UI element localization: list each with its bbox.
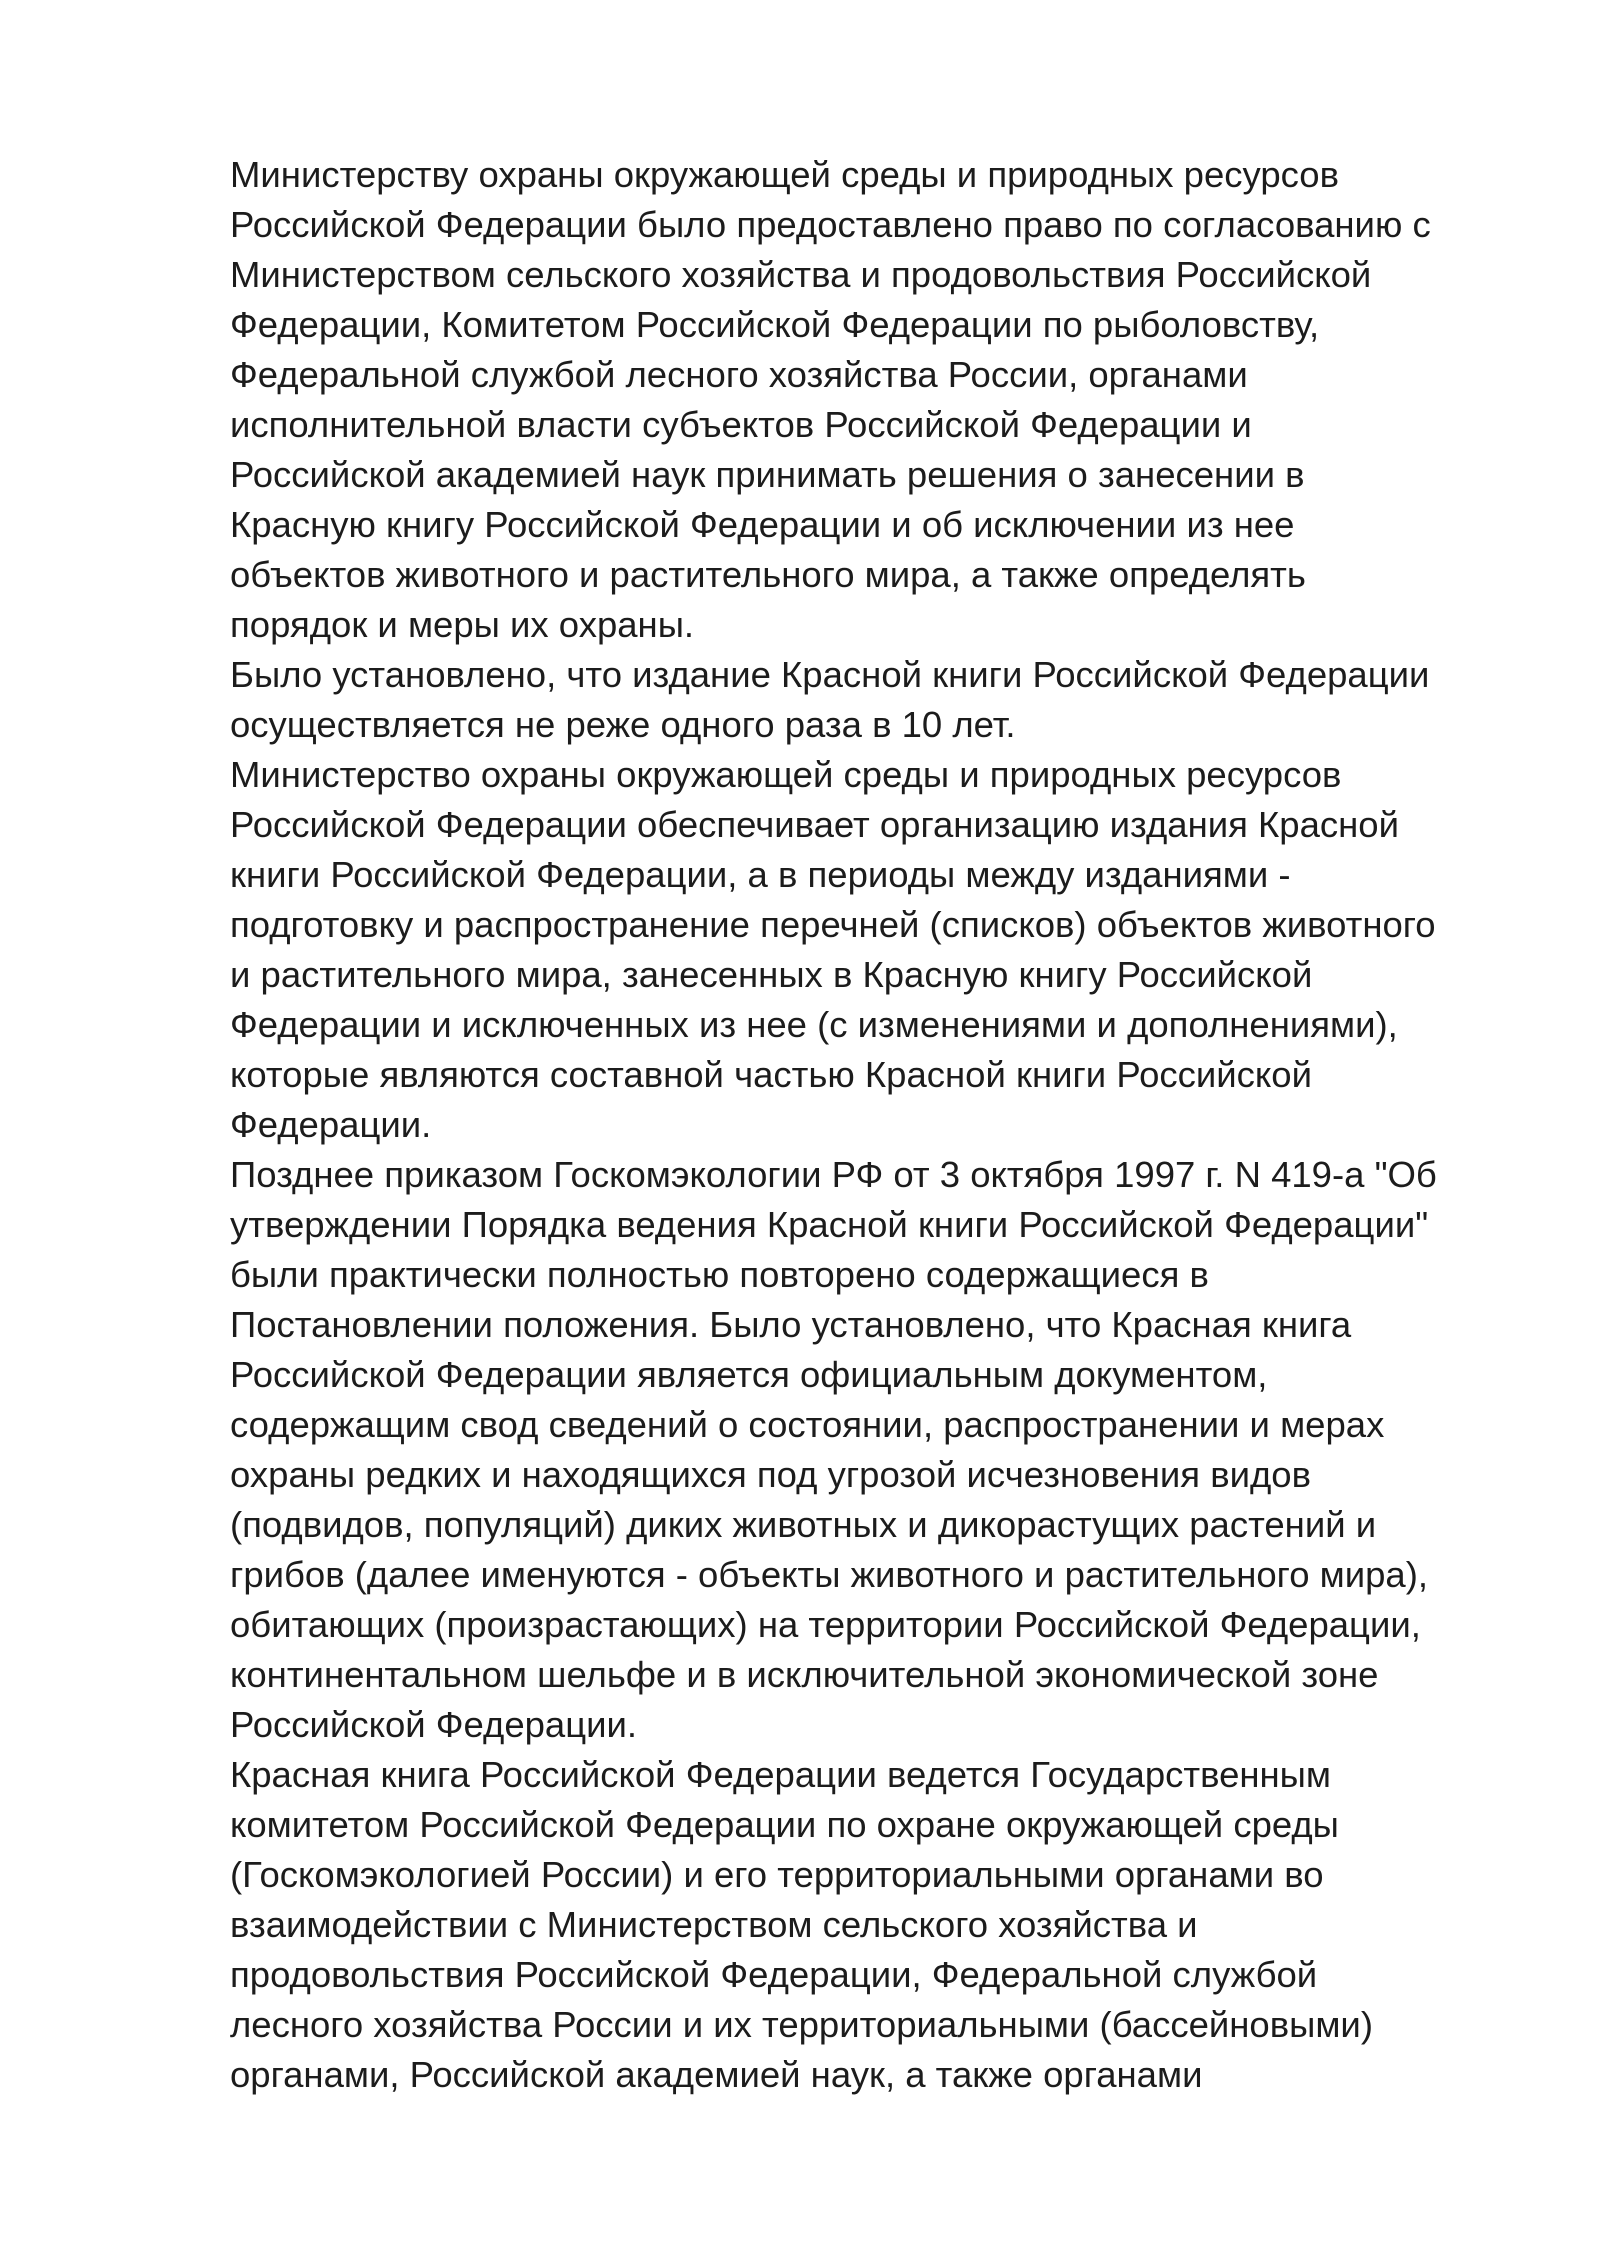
paragraph: [230, 750, 1520, 1150]
text-line: охраны редких и находящихся под угрозой исчезновения видов: [230, 1454, 1311, 1495]
text-line: грибов (далее именуются - объекты животного и растительного мира),: [230, 1554, 1429, 1595]
text-line: Министерством сельского хозяйства и продовольствия Российской: [230, 254, 1372, 295]
text-line: (подвидов, популяций) диких животных и дикорастущих растений и: [230, 1504, 1377, 1545]
text-line: Федерации и исключенных из нее (с изменениями и дополнениями),: [230, 1004, 1398, 1045]
text-line: Российской академией наук принимать решения о занесении в: [230, 454, 1305, 495]
text-line: Российской Федерации является официальным документом,: [230, 1354, 1268, 1395]
text-line: Было установлено, что издание Красной книги Российской Федерации: [230, 654, 1430, 695]
document-body: [230, 150, 1520, 2100]
text-line: осуществляется не реже одного раза в 10 лет.: [230, 704, 1016, 745]
text-line: органами, Российской академией наук, а также органами: [230, 2054, 1203, 2095]
paragraph: [230, 1750, 1520, 2100]
text-line: Федерации, Комитетом Российской Федерации по рыболовству,: [230, 304, 1320, 345]
text-line: Российской Федерации обеспечивает организацию издания Красной: [230, 804, 1399, 845]
text-line: (Госкомэкологией России) и его территориальными органами во: [230, 1854, 1324, 1895]
text-line: Российской Федерации было предоставлено право по согласованию с: [230, 204, 1431, 245]
text-line: Федеральной службой лесного хозяйства России, органами: [230, 354, 1248, 395]
text-line: комитетом Российской Федерации по охране окружающей среды: [230, 1804, 1339, 1845]
text-line: Красная книга Российской Федерации ведется Государственным: [230, 1754, 1332, 1795]
text-line: исполнительной власти субъектов Российской Федерации и: [230, 404, 1252, 445]
text-line: континентальном шельфе и в исключительной экономической зоне: [230, 1654, 1379, 1695]
text-line: Постановлении положения. Было установлено, что Красная книга: [230, 1304, 1352, 1345]
text-line: Министерство охраны окружающей среды и природных ресурсов: [230, 754, 1342, 795]
text-line: объектов животного и растительного мира, а также определять: [230, 554, 1306, 595]
text-line: порядок и меры их охраны.: [230, 604, 695, 645]
text-line: Российской Федерации.: [230, 1704, 638, 1745]
text-line: Федерации.: [230, 1104, 432, 1145]
text-line: книги Российской Федерации, а в периоды между изданиями -: [230, 854, 1291, 895]
text-line: содержащим свод сведений о состоянии, распространении и мерах: [230, 1404, 1385, 1445]
text-line: утверждении Порядка ведения Красной книги Российской Федерации": [230, 1204, 1429, 1245]
text-line: лесного хозяйства России и их территориальными (бассейновыми): [230, 2004, 1373, 2045]
paragraph: [230, 150, 1520, 650]
text-line: которые являются составной частью Красной книги Российской: [230, 1054, 1312, 1095]
text-line: подготовку и распространение перечней (списков) объектов животного: [230, 904, 1436, 945]
paragraph: [230, 650, 1520, 750]
text-line: Министерству охраны окружающей среды и природных ресурсов: [230, 154, 1339, 195]
paragraph: [230, 1150, 1520, 1750]
text-line: Позднее приказом Госкомэкологии РФ от 3 октября 1997 г. N 419-а "Об: [230, 1154, 1437, 1195]
text-line: были практически полностью повторено содержащиеся в: [230, 1254, 1209, 1295]
text-line: и растительного мира, занесенных в Красную книгу Российской: [230, 954, 1313, 995]
text-line: взаимодействии с Министерством сельского хозяйства и: [230, 1904, 1198, 1945]
text-line: продовольствия Российской Федерации, Федеральной службой: [230, 1954, 1318, 1995]
text-line: Красную книгу Российской Федерации и об исключении из нее: [230, 504, 1295, 545]
text-line: обитающих (произрастающих) на территории Российской Федерации,: [230, 1604, 1421, 1645]
